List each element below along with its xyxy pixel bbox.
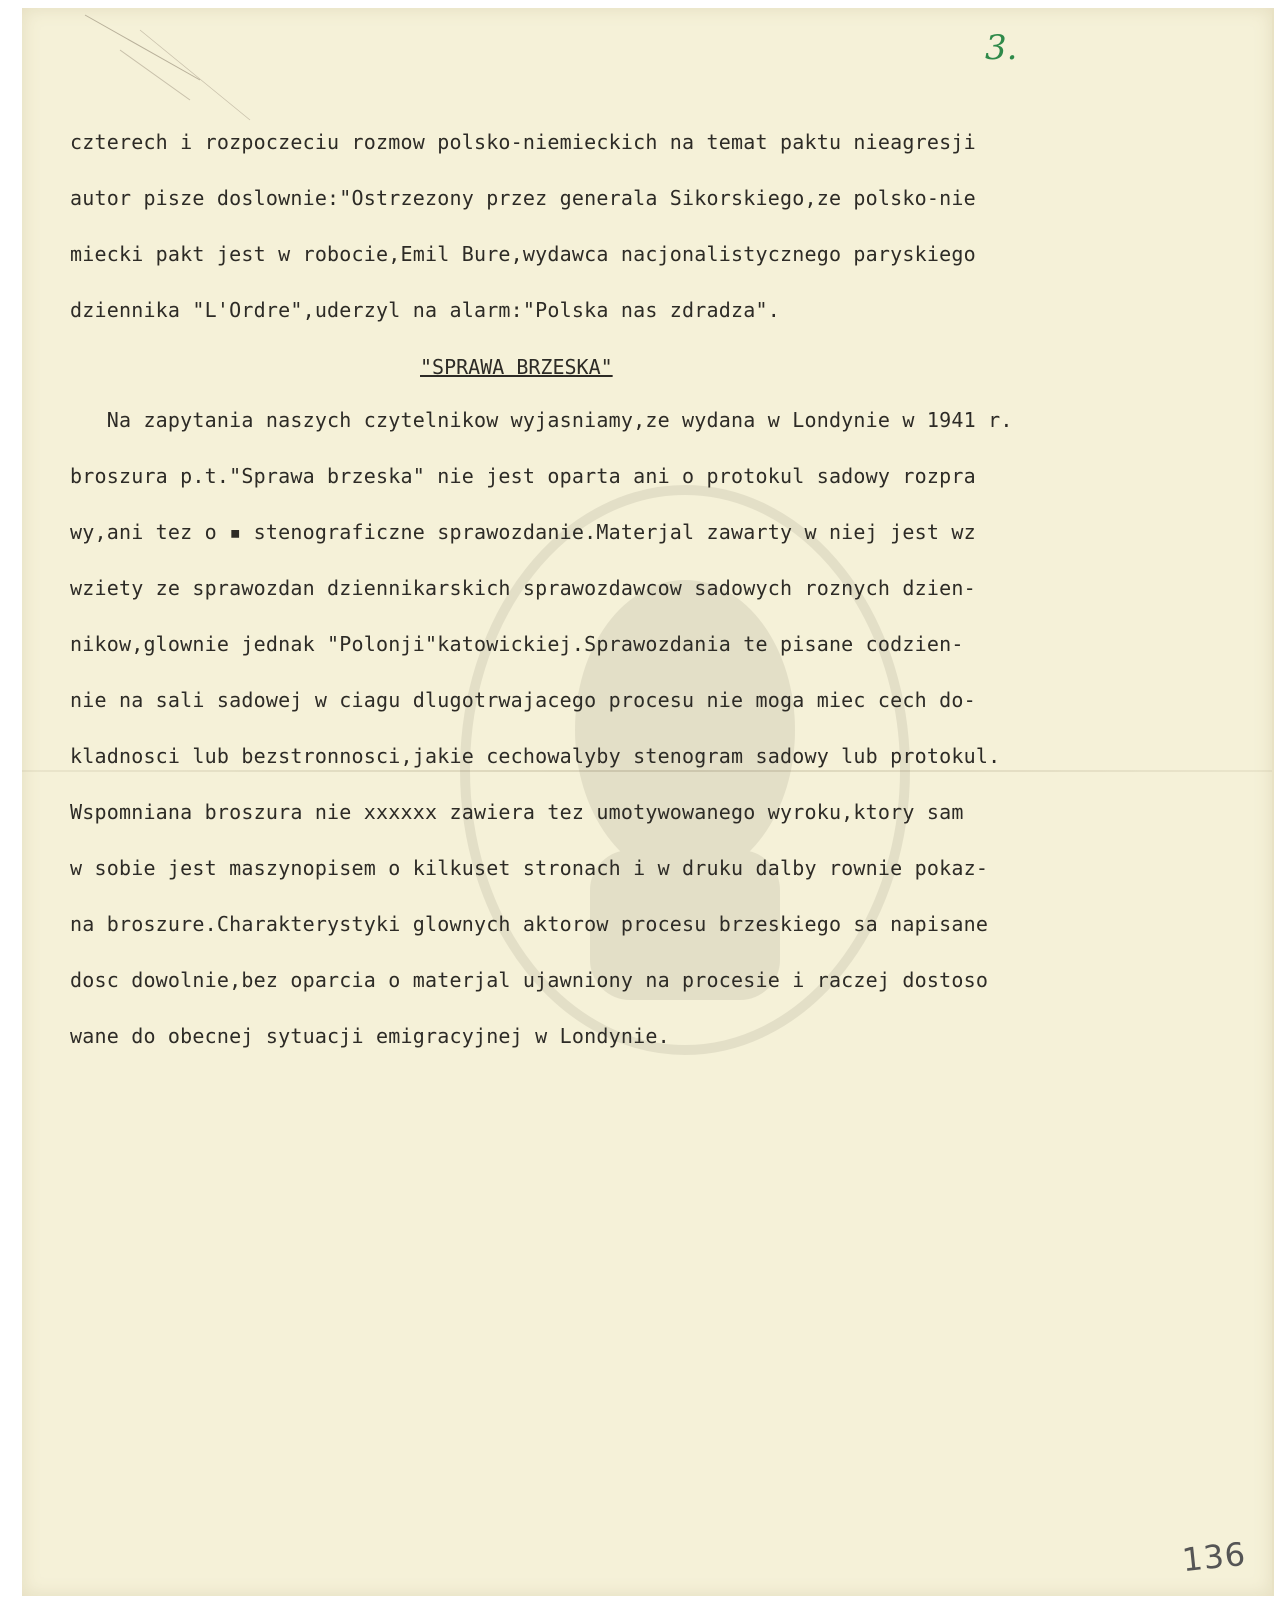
text-line: kladnosci lub bezstronnosci,jakie cechowalyby stenogram sadowy lub protokul.: [70, 744, 1001, 768]
text-line: czterech i rozpoczeciu rozmow polsko-niemieckich na temat paktu nieagresji: [70, 130, 976, 154]
text-line: Wspomniana broszura nie xxxxxx zawiera tez umotywowanego wyroku,ktory sam: [70, 800, 964, 824]
handwritten-page-number: 3.: [985, 28, 1018, 68]
text-line: w sobie jest maszynopisem o kilkuset stronach i w druku dalby rownie pokaz-: [70, 856, 989, 880]
text-line: nikow,glownie jednak "Polonji"katowickiej.Sprawozdania te pisane codzien-: [70, 632, 964, 656]
text-line: wane do obecnej sytuacji emigracyjnej w Londynie.: [70, 1024, 670, 1048]
text-line: dosc dowolnie,bez oparcia o materjal ujawniony na procesie i raczej dostoso: [70, 968, 989, 992]
text-line: nie na sali sadowej w ciagu dlugotrwajacego procesu nie moga miec cech do-: [70, 688, 976, 712]
archive-page-number: 136: [1180, 1534, 1248, 1580]
text-line: na broszure.Charakterystyki glownych aktorow procesu brzeskiego sa napisane: [70, 912, 989, 936]
text-line: dziennika "L'Ordre",uderzyl na alarm:"Polska nas zdradza".: [70, 298, 780, 322]
text-line: autor pisze doslownie:"Ostrzezony przez generala Sikorskiego,ze polsko-nie: [70, 186, 976, 210]
pencil-scratch-marks: [80, 10, 260, 130]
text-line: wy,ani tez o ▪ stenograficzne sprawozdanie.Materjal zawarty w niej jest wz: [70, 520, 976, 544]
text-line: broszura p.t."Sprawa brzeska" nie jest oparta ani o protokul sadowy rozpra: [70, 464, 976, 488]
text-line: wziety ze sprawozdan dziennikarskich sprawozdawcow sadowych roznych dzien-: [70, 576, 976, 600]
text-line: Na zapytania naszych czytelnikow wyjasniamy,ze wydana w Londynie w 1941 r.: [70, 408, 1013, 432]
section-heading: "SPRAWA BRZESKA": [420, 355, 613, 379]
text-line: miecki pakt jest w robocie,Emil Bure,wydawca nacjonalistycznego paryskiego: [70, 242, 976, 266]
